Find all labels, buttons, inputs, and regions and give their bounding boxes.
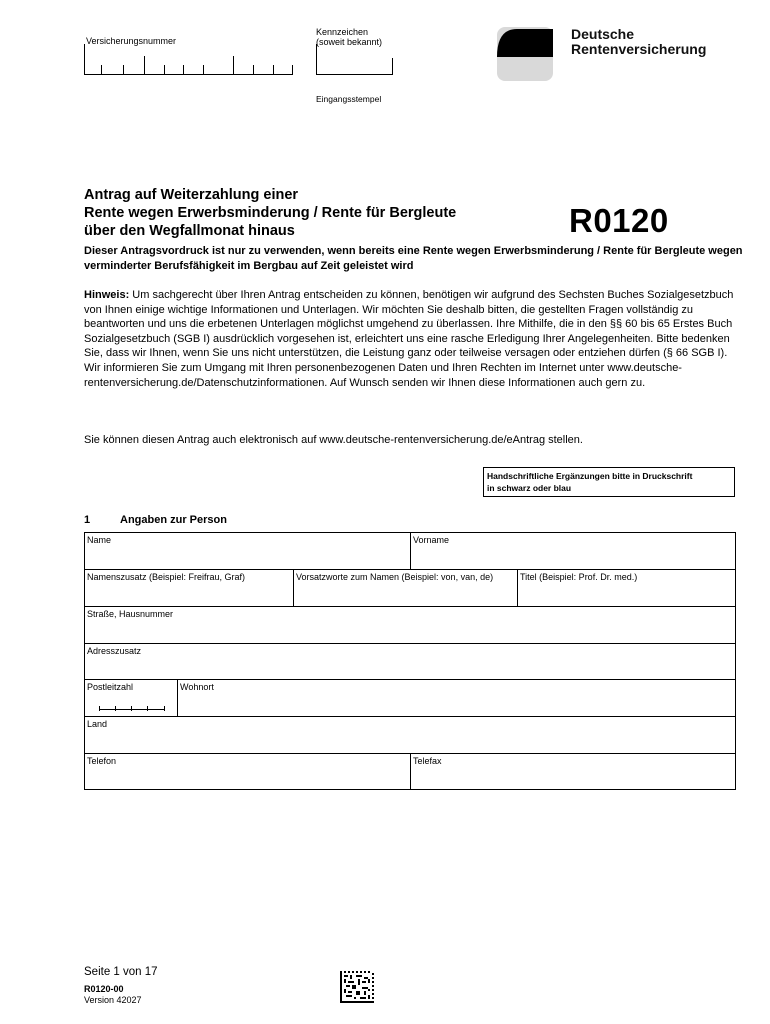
address-supplement-field[interactable]: Adresszusatz (87, 646, 142, 656)
insurance-number-label: Versicherungsnummer (86, 36, 177, 46)
phone-field[interactable]: Telefon (87, 756, 117, 766)
name-suffix-field[interactable]: Namenszusatz (Beispiel: Freifrau, Graf) (87, 572, 246, 582)
drv-logo-icon (497, 27, 553, 81)
personal-data-form (84, 532, 736, 790)
academic-title-field[interactable]: Titel (Beispiel: Prof. Dr. med.) (520, 572, 638, 582)
country-field[interactable]: Land (87, 719, 108, 729)
section-heading: 1 Angaben zur Person (84, 514, 227, 526)
street-field[interactable]: Straße, Hausnummer (87, 609, 174, 619)
fax-field[interactable]: Telefax (413, 756, 442, 766)
identifier-label: Kennzeichen (soweit bekannt) (316, 27, 383, 47)
identifier-field[interactable] (316, 44, 393, 75)
insurance-number-field[interactable] (84, 44, 293, 75)
online-application-note: Sie können diesen Antrag auch elektronisch auf www.deutsche-rentenversicherung.de/eAntrag stellen. (84, 434, 583, 446)
form-version: Version 42027 (84, 995, 142, 1005)
logo-text: Deutsche Rentenversicherung (571, 26, 707, 57)
receipt-stamp-label: Eingangsstempel (316, 94, 382, 104)
form-code: R0120 (569, 202, 669, 239)
name-field[interactable]: Name (87, 535, 112, 545)
handwriting-note: Handschriftliche Ergänzungen bitte in Druckschrift in schwarz oder blau (483, 467, 735, 497)
hint-paragraph: Hinweis: Um sachgerecht über Ihren Antrag entscheiden zu können, benötigen wir aufgrund des Sechsten Buches Sozialgesetzbuch von Ihnen einige wichtige Informationen und Unterlagen. Wir möchten Sie deshalb bitten, die gestellten Fragen vollständig zu beantworten und uns die erbetenen Unterlagen möglichst umgehend zu überlassen. Ihre Mithilfe, die in den §§ 60 bis 65 Erstes Buch Sozialgesetzbuch (SGB I) ausdrücklich vorgesehen ist, erleichtert uns eine rasche Erledigung Ihrer Angelegenheiten. Bitte bedenken Sie, dass wir Ihnen, wenn Sie uns nicht unterstützen, die Leistung ganz oder teilweise versagen oder entziehen dürfen (§ 66 SGB I). Wir informieren Sie zum Umgang mit Ihren personenbezogenen Daten und Ihren Rechten im Internet unter www.deutsche-rentenversicherung.de/Datenschutzinformationen. Auf Wunsch senden wir Ihnen diese Informationen auch gern zu. (84, 289, 734, 389)
page-number: Seite 1 von 17 (84, 966, 158, 978)
datamatrix-code-icon (340, 971, 374, 1003)
form-id: R0120-00 (84, 984, 124, 994)
city-field[interactable]: Wohnort (180, 682, 214, 692)
form-title: Antrag auf Weiterzahlung einer Rente wegen Erwerbsminderung / Rente für Bergleute über den Wegfallmonat hinaus (84, 187, 457, 239)
first-name-field[interactable]: Vorname (413, 535, 450, 545)
name-prefix-field[interactable]: Vorsatzworte zum Namen (Beispiel: von, van, de) (296, 572, 494, 582)
usage-notice: Dieser Antragsvordruck ist nur zu verwenden, wenn bereits eine Rente wegen Erwerbsminderung / Rente für Bergleute wegen verminderter Berufsfähigkeit im Bergbau auf Zeit geleistet wird (84, 245, 743, 272)
postal-code-field[interactable]: Postleitzahl (85, 680, 177, 717)
